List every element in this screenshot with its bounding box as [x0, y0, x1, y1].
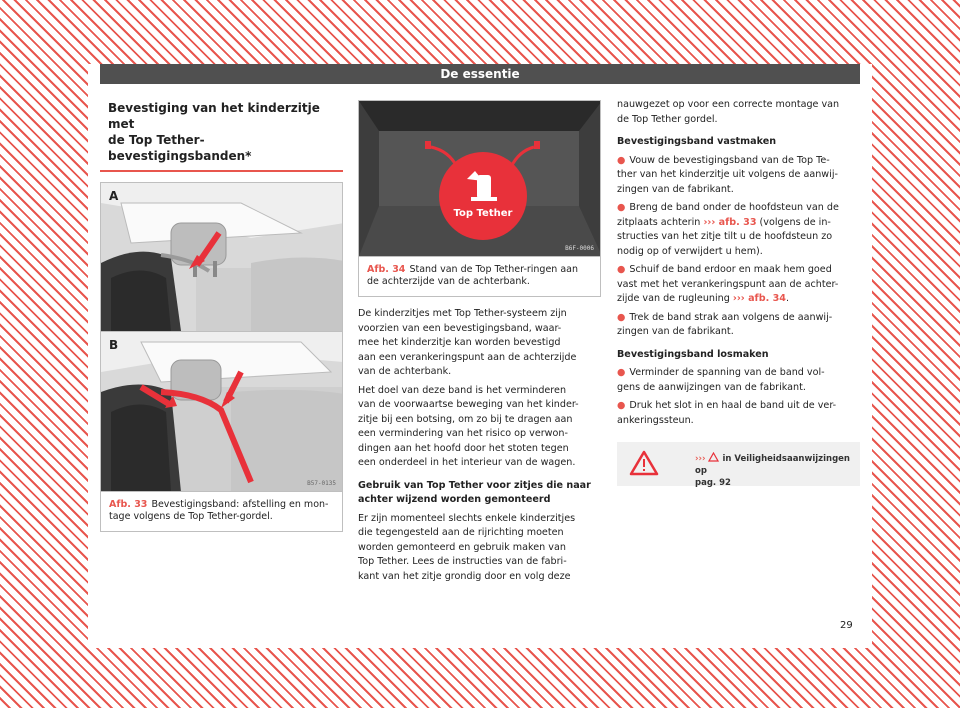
paragraph-2 [358, 384, 601, 471]
safety-notice [617, 442, 860, 486]
text-line: mee het kinderzitje kan worden bevestigd [358, 337, 561, 348]
section-title-line-2: de Top Tether-bevestigingsbanden* [108, 133, 252, 163]
text-line: worden gemonteerd en gebruik maken van [358, 541, 566, 553]
text-line: kant van het zitje grondig door en volg deze [358, 570, 571, 582]
panel-label-a: A [109, 189, 119, 203]
paragraph-1 [358, 307, 601, 380]
warning-triangle-icon [629, 450, 659, 476]
text-line: (volgens de in- [756, 216, 831, 228]
text-line: de Top Tether gordel. [617, 113, 718, 125]
text-line: Gebruik van Top Tether voor zitjes die naar [358, 479, 591, 491]
figure-34-caption [359, 256, 600, 296]
bullet-icon: ● [617, 202, 626, 213]
list-item [617, 311, 860, 340]
text-line: voorzien van een bevestigingsband, waar- [358, 322, 562, 334]
text-line: aan een verankeringspunt aan de achterzijde [358, 351, 577, 363]
column-right [617, 98, 860, 486]
paragraph-continued [617, 98, 860, 127]
safety-notice-text[interactable] [695, 452, 855, 489]
caption-line: Bevestigingsband: afstelling en mon- [151, 499, 329, 510]
text-line: Vouw de bevestigingsband van de Top Te- [629, 154, 830, 166]
figure-33-number: Afb. 33 [109, 499, 148, 510]
caption-line: tage volgens de Top Tether-gordel. [109, 511, 273, 522]
text-line: . [785, 293, 789, 304]
paragraph-3 [358, 512, 601, 585]
bullet-icon: ● [617, 154, 626, 166]
text-line: De kinderzitjes met Top Tether-systeem zijn [358, 308, 567, 319]
bullet-icon: ● [617, 311, 626, 323]
text-line: vast met het verankeringspunt aan de achter- [617, 278, 839, 290]
text-line: in Veiligheidsaanwijzingen op [695, 454, 850, 476]
text-line: Het doel van deze band is het verminderen [358, 384, 567, 396]
text-line: van de voorwaartse beweging van het kinder- [358, 399, 579, 410]
bullet-icon: ● [617, 400, 626, 411]
body-text-right [617, 98, 860, 428]
text-line: Schuif de band erdoor en maak hem goed [629, 264, 832, 275]
text-line: Breng de band onder de hoofdsteun van de [629, 202, 839, 213]
caption-line: Stand van de Top Tether-ringen aan [409, 264, 579, 275]
section-header: De essentie [100, 64, 860, 84]
figure-code: B57-0135 [307, 480, 336, 487]
arrows-icon: ››› [695, 454, 706, 464]
list-item [617, 366, 860, 395]
text-line: zitplaats achterin [617, 216, 704, 228]
text-line: ankeringssteun. [617, 414, 694, 426]
figure-33-link[interactable]: ››› afb. 33 [703, 216, 757, 228]
title-divider [100, 170, 343, 172]
list-item [617, 154, 860, 198]
trunk-top-tether-illustration [359, 101, 600, 256]
text-line: zingen van de fabrikant. [617, 183, 734, 195]
column-left [100, 98, 343, 532]
figure-33 [100, 182, 343, 532]
small-warning-icon [708, 452, 719, 462]
page-number: 29 [840, 620, 853, 631]
text-line: gens de aanwijzingen van de fabrikant. [617, 381, 806, 393]
text-line: Trek de band strak aan volgens de aanwij- [629, 311, 833, 323]
figure-33-caption [101, 491, 342, 531]
text-line: die tegengesteld aan de rijrichting moeten [358, 527, 564, 538]
caption-line: de achterzijde van de achterbank. [367, 276, 530, 287]
text-line: structies van het zitje tilt u de hoofdsteun zo [617, 231, 833, 242]
text-line: ther van het kinderzitje uit volgens de aanwij- [617, 169, 838, 180]
figure-34-link[interactable]: ››› afb. 34 [732, 293, 786, 304]
bullet-icon: ● [617, 367, 626, 378]
figure-33-panel-b [101, 331, 342, 491]
text-line: een onderdeel in het interieur van de wagen. [358, 457, 576, 468]
figure-33-panel-a [101, 183, 342, 331]
figure-34-image [359, 101, 600, 256]
text-line: van de achterbank. [358, 366, 452, 377]
text-line: Verminder de spanning van de band vol- [629, 367, 825, 378]
text-line: Er zijn momenteel slechts enkele kinderzitjes [358, 512, 576, 524]
text-line: zitje bij een botsing, om zo bij te dragen aan [358, 413, 573, 425]
body-text-middle [358, 307, 601, 584]
top-tether-logo-label: Top Tether [453, 208, 513, 219]
bullet-icon: ● [617, 264, 626, 275]
figure-code: B6F-0006 [565, 245, 594, 252]
text-line: zingen van de fabrikant. [617, 326, 734, 337]
section-title [100, 98, 343, 164]
list-item [617, 263, 860, 307]
text-line: pag. 92 [695, 478, 731, 488]
panel-label-b: B [109, 338, 119, 352]
text-line: zijde van de rugleuning [617, 293, 733, 304]
list-item [617, 201, 860, 259]
text-line: nauwgezet op voor een correcte montage van [617, 99, 840, 110]
section-title-line-1: Bevestiging van het kinderzitje met [108, 101, 320, 131]
subheading-release: Bevestigingsband losmaken [617, 348, 769, 360]
text-line: Druk het slot in en haal de band uit de ver- [629, 400, 837, 411]
car-rear-seat-illustration-b [101, 332, 342, 491]
text-line: een vermindering van het risico op verwon- [358, 428, 568, 439]
list-item [617, 399, 860, 428]
text-line: achter wijzend worden gemonteerd [358, 494, 551, 505]
figure-34-number: Afb. 34 [367, 264, 406, 275]
car-rear-seat-illustration-a [101, 183, 342, 331]
text-line: Top Tether. Lees de instructies van de fabri- [358, 556, 567, 567]
subheading-fasten: Bevestigingsband vastmaken [617, 136, 777, 147]
column-middle [358, 100, 601, 588]
subheading-rear-facing [358, 479, 601, 508]
figure-34 [358, 100, 601, 297]
text-line: dingen aan het hoofd door het stoten tegen [358, 442, 569, 454]
text-line: nodig op of verwijdert u hem). [617, 245, 763, 257]
